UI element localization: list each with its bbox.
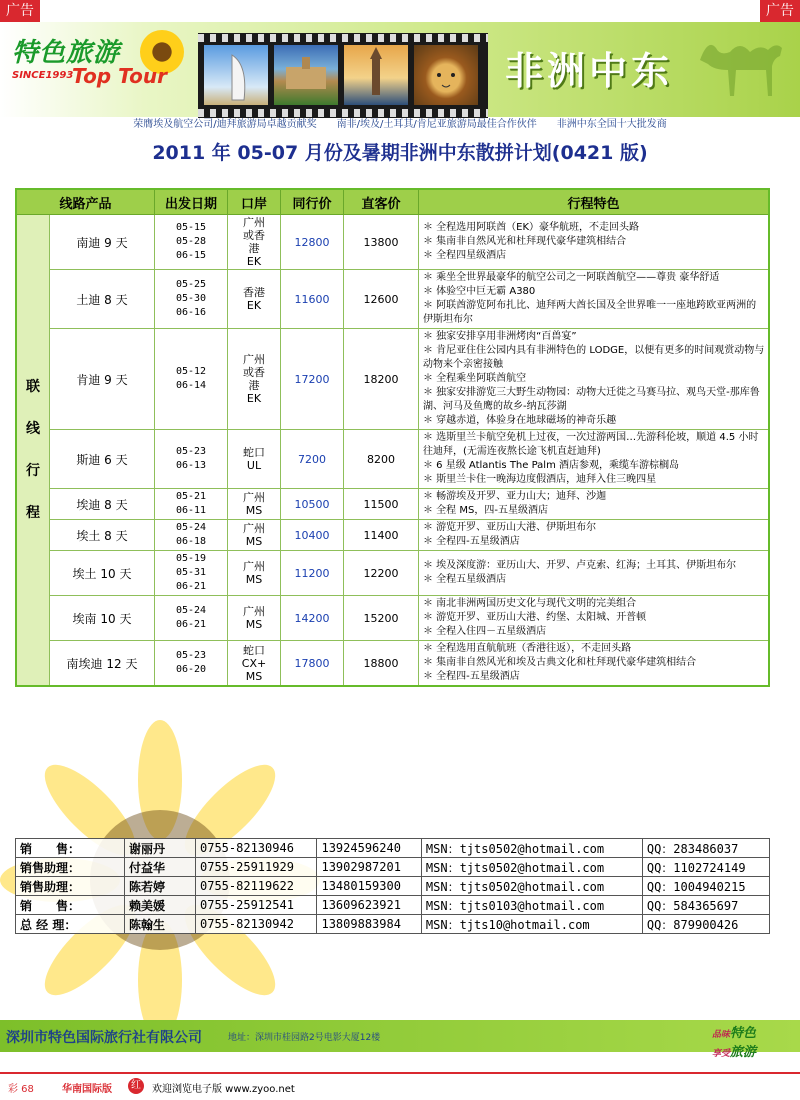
burj-al-arab-photo bbox=[204, 45, 268, 105]
departure-date: 05-23 bbox=[175, 446, 207, 457]
itinerary-features bbox=[419, 215, 770, 270]
company-name: 深圳市特色国际旅行社有限公司 bbox=[6, 1030, 202, 1046]
departure-port bbox=[228, 270, 281, 329]
contact-role: 总 经 理： bbox=[16, 915, 125, 934]
feature-item: ＊ 畅游埃及开罗、亚力山大；迪拜、沙迦 bbox=[423, 491, 607, 502]
route-name: 埃迪 8 天 bbox=[50, 489, 155, 520]
feature-item: ＊ 独家安排享用非洲烤肉“百兽宴” bbox=[423, 331, 577, 342]
trade-price: 12800 bbox=[281, 215, 344, 270]
departure-date: 06-20 bbox=[175, 664, 207, 675]
departure-dates bbox=[155, 270, 228, 329]
contact-phone: 0755-25911929 bbox=[196, 858, 317, 877]
departure-date: 05-24 bbox=[175, 605, 207, 616]
ad-label-right: 广告 bbox=[760, 0, 800, 22]
port-line: 香港 bbox=[243, 286, 265, 299]
departure-dates bbox=[155, 329, 228, 430]
port-line: 广州 bbox=[243, 560, 265, 573]
trade-price: 10500 bbox=[281, 489, 344, 520]
route-name: 土迪 8 天 bbox=[50, 270, 155, 329]
contact-mobile: 13902987201 bbox=[317, 858, 421, 877]
contact-mobile: 13924596240 bbox=[317, 839, 421, 858]
feature-item: ＊ 全程选用直航航班（香港往返），不走回头路 bbox=[423, 643, 632, 654]
retail-price: 18800 bbox=[344, 641, 419, 687]
slogan-word-1: 品味 bbox=[712, 1030, 731, 1040]
port-line: MS bbox=[245, 504, 263, 517]
trade-price: 11600 bbox=[281, 270, 344, 329]
port-line: 港 bbox=[248, 379, 260, 392]
port-line: EK bbox=[246, 255, 262, 268]
page-title: 2011 年 05-07 月份及暑期非洲中东散拼计划(0421 版) bbox=[152, 142, 648, 164]
slogan-word-4: 旅游 bbox=[730, 1045, 757, 1060]
contact-row bbox=[16, 839, 770, 858]
feature-item: ＊ 全程选用阿联酋（EK）豪华航班，不走回头路 bbox=[423, 222, 640, 233]
port-line: EK bbox=[246, 299, 262, 312]
port-line: 广州 bbox=[243, 491, 265, 504]
departure-port bbox=[228, 596, 281, 641]
itinerary-features bbox=[419, 489, 770, 520]
port-line: MS bbox=[245, 573, 263, 586]
contact-role: 销售助理： bbox=[16, 877, 125, 896]
trade-price: 17800 bbox=[281, 641, 344, 687]
footer-bar bbox=[0, 1020, 800, 1060]
header-retail-price: 直客价 bbox=[344, 189, 419, 215]
trade-price: 11200 bbox=[281, 551, 344, 596]
retail-price: 15200 bbox=[344, 596, 419, 641]
departure-dates bbox=[155, 215, 228, 270]
contact-role: 销 售： bbox=[16, 839, 125, 858]
port-line: EK bbox=[246, 392, 262, 405]
contact-row bbox=[16, 896, 770, 915]
departure-date: 06-15 bbox=[175, 250, 207, 261]
contact-row bbox=[16, 915, 770, 934]
awards-subtitle: 荣膺埃及航空公司/迪拜旅游局卓越贡献奖 南非/埃及/土耳其/肯尼亚旅游局最佳合作伙伴 非洲中东全国十大批发商 bbox=[133, 119, 667, 130]
departure-port bbox=[228, 551, 281, 596]
port-line: 港 bbox=[248, 242, 260, 255]
footer-slogan bbox=[712, 1022, 756, 1060]
contact-phone: 0755-82130946 bbox=[196, 839, 317, 858]
contact-qq: QQ：283486037 bbox=[642, 839, 769, 858]
contact-msn[interactable]: MSN：tjts0103@hotmail.com bbox=[421, 896, 642, 915]
departure-dates bbox=[155, 489, 228, 520]
port-line: 蛇口 bbox=[243, 446, 265, 459]
port-line: MS bbox=[245, 618, 263, 631]
contact-qq: QQ：1102724149 bbox=[642, 858, 769, 877]
retail-price: 18200 bbox=[344, 329, 419, 430]
departure-date: 06-14 bbox=[175, 380, 207, 391]
feature-item: ＊ 全程四星级酒店 bbox=[423, 250, 507, 261]
feature-item: ＊ 全程四-五星级酒店 bbox=[423, 536, 520, 547]
table-row bbox=[16, 641, 769, 687]
header-trade-price: 同行价 bbox=[281, 189, 344, 215]
contact-msn[interactable]: MSN：tjts0502@hotmail.com bbox=[421, 858, 642, 877]
welcome-link[interactable]: 欢迎浏览电子版 www.zyoo.net bbox=[152, 1084, 295, 1095]
feature-item: ＊ 肯尼亚住住公园内具有非洲特色的 LODGE，以便有更多的时间观赏动物与动物来个亲密接触 bbox=[423, 345, 765, 370]
itinerary-features bbox=[419, 329, 770, 430]
edition-label: 华南国际版 bbox=[62, 1084, 112, 1095]
route-group-label bbox=[16, 215, 50, 687]
table-row bbox=[16, 551, 769, 596]
feature-item: ＊ 全程 MS，四-五星级酒店 bbox=[423, 505, 548, 516]
group-char: 程 bbox=[26, 505, 40, 521]
feature-item: ＊ 全程乘坐阿联酋航空 bbox=[423, 373, 527, 384]
trade-price: 14200 bbox=[281, 596, 344, 641]
palace-photo bbox=[274, 45, 338, 105]
feature-item: ＊ 南北非洲两国历史文化与现代文明的完美组合 bbox=[423, 598, 637, 609]
port-line: MS bbox=[245, 669, 263, 683]
departure-date: 05-24 bbox=[175, 522, 207, 533]
retail-price: 12200 bbox=[344, 551, 419, 596]
table-row bbox=[16, 596, 769, 641]
tower-photo bbox=[344, 45, 408, 105]
contact-role: 销售助理： bbox=[16, 858, 125, 877]
company-address: 地址：深圳市桂园路2号电影大厦12楼 bbox=[228, 1033, 381, 1043]
itinerary-features bbox=[419, 270, 770, 329]
camel-silhouette-icon bbox=[690, 30, 790, 100]
itinerary-features bbox=[419, 551, 770, 596]
contact-name: 陈若婷 bbox=[125, 877, 196, 896]
page-footer bbox=[0, 1078, 800, 1096]
contact-row bbox=[16, 858, 770, 877]
departure-date: 05-28 bbox=[175, 236, 207, 247]
feature-item: ＊ 集南非自然风光和埃及古典文化和杜拜现代豪华建筑相结合 bbox=[423, 657, 697, 668]
retail-price: 12600 bbox=[344, 270, 419, 329]
contact-msn[interactable]: MSN：tjts0502@hotmail.com bbox=[421, 877, 642, 896]
contact-mobile: 13809883984 bbox=[317, 915, 421, 934]
table-row bbox=[16, 520, 769, 551]
feature-item: ＊ 埃及深度游：亚历山大、开罗、卢克索、红海；土耳其、伊斯坦布尔 bbox=[423, 560, 737, 571]
contact-name: 陈翰生 bbox=[125, 915, 196, 934]
feature-item: ＊ 选斯里兰卡航空免机上过夜，一次过游两国…先游科伦坡，顺道 4.5 小时往迪拜，(无需连夜熬长途飞机直赶迪拜) bbox=[423, 432, 759, 457]
itinerary-features bbox=[419, 641, 770, 687]
lion-photo bbox=[414, 45, 478, 105]
port-line: 广州 bbox=[243, 353, 265, 366]
departure-date: 06-21 bbox=[175, 619, 207, 630]
departure-date: 06-13 bbox=[175, 460, 207, 471]
itinerary-table bbox=[15, 188, 770, 687]
photo-filmstrip bbox=[198, 33, 488, 118]
departure-port bbox=[228, 520, 281, 551]
feature-item: ＊ 阿联酋游览阿布扎比、迪拜两大酋长国及全世界唯一一座地跨欧亚两洲的伊斯坦布尔 bbox=[423, 300, 757, 325]
slogan-word-3: 享受 bbox=[712, 1049, 731, 1059]
departure-date: 05-21 bbox=[175, 491, 207, 502]
table-row bbox=[16, 270, 769, 329]
header-date: 出发日期 bbox=[155, 189, 228, 215]
departure-dates bbox=[155, 641, 228, 687]
departure-date: 06-11 bbox=[175, 505, 207, 516]
departure-dates bbox=[155, 520, 228, 551]
contact-phone: 0755-82119622 bbox=[196, 877, 317, 896]
departure-dates bbox=[155, 430, 228, 489]
departure-date: 05-30 bbox=[175, 293, 207, 304]
feature-item: ＊ 穿越赤道，体验身在地球磁场的神奇乐趣 bbox=[423, 415, 617, 426]
route-name: 埃南 10 天 bbox=[50, 596, 155, 641]
departure-port bbox=[228, 215, 281, 270]
departure-date: 05-15 bbox=[175, 222, 207, 233]
contact-msn[interactable]: MSN：tjts10@hotmail.com bbox=[421, 915, 642, 934]
retail-price: 8200 bbox=[344, 430, 419, 489]
page-number: 彩 68 bbox=[8, 1084, 34, 1095]
trade-price: 10400 bbox=[281, 520, 344, 551]
header-route: 线路产品 bbox=[16, 189, 155, 215]
port-line: 广州 bbox=[243, 605, 265, 618]
contact-mobile: 13480159300 bbox=[317, 877, 421, 896]
table-row bbox=[16, 489, 769, 520]
departure-date: 06-21 bbox=[175, 581, 207, 592]
itinerary-features bbox=[419, 520, 770, 551]
table-row bbox=[16, 215, 769, 270]
contact-phone: 0755-82130942 bbox=[196, 915, 317, 934]
port-line: MS bbox=[245, 535, 263, 548]
port-line: 广州 bbox=[243, 216, 265, 229]
contact-qq: QQ：584365697 bbox=[642, 896, 769, 915]
route-name: 南迪 9 天 bbox=[50, 215, 155, 270]
departure-date: 05-12 bbox=[175, 366, 207, 377]
group-char: 联 bbox=[26, 379, 40, 395]
group-char: 行 bbox=[26, 463, 40, 479]
port-line: 或香 bbox=[243, 229, 265, 242]
brand-name-en: Top Tour bbox=[72, 64, 167, 88]
departure-port bbox=[228, 641, 281, 687]
divider bbox=[0, 1072, 800, 1074]
route-name: 肯迪 9 天 bbox=[50, 329, 155, 430]
departure-port bbox=[228, 489, 281, 520]
retail-price: 11400 bbox=[344, 520, 419, 551]
retail-price: 11500 bbox=[344, 489, 419, 520]
edition-badge: 红 bbox=[128, 1078, 144, 1094]
port-line: CX+ bbox=[241, 656, 267, 670]
feature-item: ＊ 全程五星级酒店 bbox=[423, 574, 507, 585]
feature-item: ＊ 游览开罗、亚历山大港、约堡、太阳城、开普顿 bbox=[423, 612, 647, 623]
route-name: 斯迪 6 天 bbox=[50, 430, 155, 489]
port-line: 蛇口 bbox=[243, 643, 265, 657]
departure-date: 05-25 bbox=[175, 279, 207, 290]
port-line: UL bbox=[246, 459, 262, 472]
feature-item: ＊ 斯里兰卡住一晚海边度假酒店，迪拜入住三晚四星 bbox=[423, 474, 657, 485]
itinerary-features bbox=[419, 596, 770, 641]
brand-name-cn: 特色旅游 bbox=[12, 38, 121, 68]
feature-item: ＊ 游览开罗、亚历山大港、伊斯坦布尔 bbox=[423, 522, 597, 533]
ad-label-left: 广告 bbox=[0, 0, 40, 22]
table-row bbox=[16, 430, 769, 489]
route-name: 南埃迪 12 天 bbox=[50, 641, 155, 687]
retail-price: 13800 bbox=[344, 215, 419, 270]
departure-date: 05-31 bbox=[175, 567, 207, 578]
contact-msn[interactable]: MSN：tjts0502@hotmail.com bbox=[421, 839, 642, 858]
departure-port bbox=[228, 329, 281, 430]
departure-date: 05-23 bbox=[175, 650, 207, 661]
contact-row bbox=[16, 877, 770, 896]
header-port: 口岸 bbox=[228, 189, 281, 215]
brand-since: SINCE1993 bbox=[12, 70, 74, 81]
route-name: 埃土 10 天 bbox=[50, 551, 155, 596]
route-name: 埃土 8 天 bbox=[50, 520, 155, 551]
table-header-row bbox=[16, 189, 769, 215]
feature-item: ＊ 独家安排游览三大野生动物园：动物大迁徙之马赛马拉、观鸟天堂-那库鲁湖、河马及鱼鹰的故乡-纳瓦莎湖 bbox=[423, 387, 760, 412]
port-line: 广州 bbox=[243, 522, 265, 535]
brand-logo[interactable] bbox=[12, 30, 187, 100]
contact-name: 谢丽丹 bbox=[125, 839, 196, 858]
contact-role: 销 售： bbox=[16, 896, 125, 915]
itinerary-features bbox=[419, 430, 770, 489]
departure-port bbox=[228, 430, 281, 489]
contact-name: 付益华 bbox=[125, 858, 196, 877]
header-features: 行程特色 bbox=[419, 189, 770, 215]
departure-dates bbox=[155, 551, 228, 596]
feature-item: ＊ 乘坐全世界最豪华的航空公司之一阿联酋航空——尊贵 豪华舒适 bbox=[423, 272, 720, 283]
table-row bbox=[16, 329, 769, 430]
feature-item: ＊ 体验空中巨无霸 A380 bbox=[423, 286, 536, 297]
contact-mobile: 13609623921 bbox=[317, 896, 421, 915]
slogan-word-2: 特色 bbox=[730, 1026, 757, 1041]
feature-item: ＊ 全程四-五星级酒店 bbox=[423, 671, 520, 682]
region-title: 非洲中东 bbox=[505, 49, 674, 93]
contact-table bbox=[15, 838, 770, 934]
port-line: 或香 bbox=[243, 366, 265, 379]
contact-phone: 0755-25912541 bbox=[196, 896, 317, 915]
departure-date: 06-18 bbox=[175, 536, 207, 547]
contact-qq: QQ：1004940215 bbox=[642, 877, 769, 896]
feature-item: ＊ 全程入住四－五星级酒店 bbox=[423, 626, 547, 637]
group-char: 线 bbox=[26, 421, 40, 437]
contact-name: 赖美媛 bbox=[125, 896, 196, 915]
feature-item: ＊ 集南非自然风光和杜拜现代豪华建筑相结合 bbox=[423, 236, 627, 247]
departure-dates bbox=[155, 596, 228, 641]
trade-price: 7200 bbox=[281, 430, 344, 489]
feature-item: ＊ 6 星级 Atlantis The Palm 酒店参观，乘缆车游棕榈岛 bbox=[423, 460, 680, 471]
departure-date: 06-16 bbox=[175, 307, 207, 318]
contact-qq: QQ：879900426 bbox=[642, 915, 769, 934]
trade-price: 17200 bbox=[281, 329, 344, 430]
departure-date: 05-19 bbox=[175, 553, 207, 564]
